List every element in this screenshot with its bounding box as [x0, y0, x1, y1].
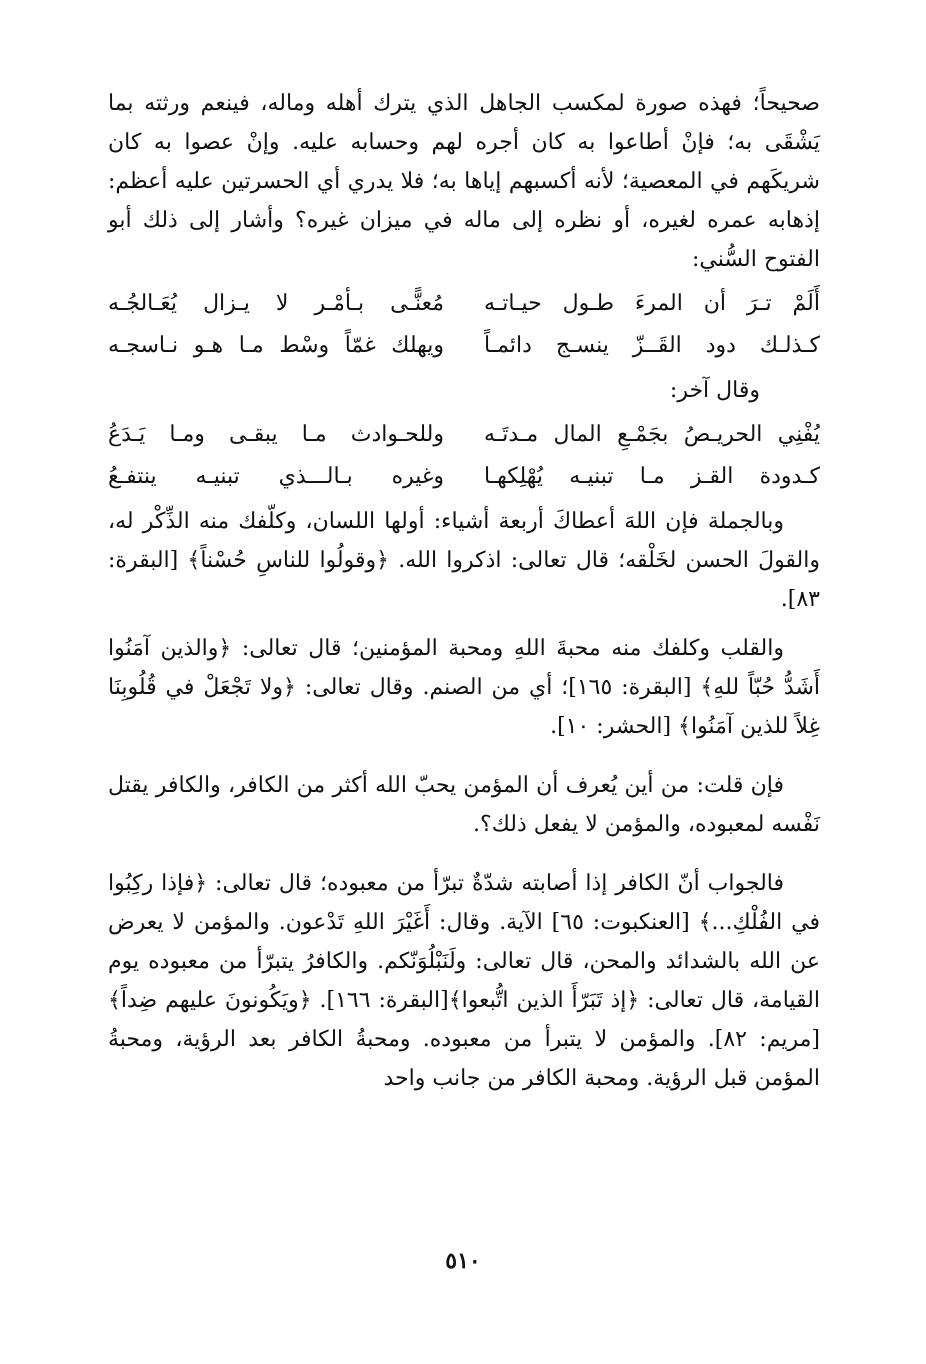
paragraph-3: وبالجملة فإن اللهَ أعطاكَ أربعة أشياء: أولها اللسان، وكلّفك منه الذِّكْر له، والقولَ الحسن لخَلْقه؛ قال تعالى: اذكروا الله. ﴿وقولُوا للناسِ حُسْناً﴾ [البقرة: ٨٣].	[108, 509, 820, 612]
poem-2-intro: وقال آخر:	[669, 378, 760, 403]
verse-second-hemistich: مُعنًّـى بـأمْـر لا يـزال يُعَـالجُـه	[108, 291, 444, 316]
paragraph-6: فالجواب أنّ الكافر إذا أصابته شدّةٌ تبرّأ من معبوده؛ قال تعالى: ﴿فإذا ركِبُوا في الفُلْكِ...﴾ [العنكبوت: ٦٥] الآية. وقال: أَغَيْرَ اللهِ تَدْعون. والمؤمن لا يعرض عن الله بالشدائد والمحن، قال تعالى: ولَنَبْلُوَنّكم. والكافرُ يتبرّأ من معبوده يوم القيامة، قال تعالى: ﴿إذ تَبَرّأَ الذين اتُّبعوا﴾[البقرة: ١٦٦]. ﴿ويَكُونونَ عليهم ضِداً﴾[مريم: ٨٢]. والمؤمن لا يتبرأ من معبوده. ومحبةُ الكافر بعد الرؤية، ومحبةُ المؤمن قبل الرؤية. ومحبة الكافر من جانب واحد	[108, 871, 820, 1091]
poem-1	[108, 283, 820, 367]
verse-first-hemistich: يُفْنِي الحريـصُ بجَمْـعِ المال مـدتَـه	[484, 422, 820, 447]
page-number: ٥١٠	[445, 1248, 481, 1274]
paragraph-1: صحيحاً؛ فهذه صورة لمكسب الجاهل الذي يترك أهله وماله، فينعم ورثته بما يَشْقَى به؛ فإنْ أطاعوا به كان أجره لهم وحسابه عليه. وإنْ عصوا به كان شريكَهم في المعصية؛ لأنه أكسبهم إياها به؛ فلا يدري أي الحسرتين عليه أعظم: إذهابه عمره لغيره، أو نظره إلى ماله في ميزان غيره؟ وأشار إلى ذلك أبو الفتوح السُّني:	[108, 91, 820, 272]
poem-verse	[108, 414, 820, 456]
verse-first-hemistich: كـذلـك دود القَــزّ ينسـج دائمـاً	[484, 333, 820, 358]
verse-second-hemistich: ويهلك غمّاً وسْط مـا هـو نـاسجـه	[108, 333, 444, 358]
poem-2	[108, 414, 820, 498]
verse-first-hemistich: أَلَمْ تـرَ أن المرءَ طـول حيـاتـه	[484, 291, 820, 316]
paragraph-5: فإن قلت: من أين يُعرف أن المؤمن يحبّ الله أكثر من الكافر، والكافر يقتل نَفْسه لمعبوده، والمؤمن لا يفعل ذلك؟.	[108, 773, 820, 837]
verse-first-hemistich: كـدودة القـز مـا تبنيـه يُهْلِكهـا	[484, 464, 820, 489]
paragraph-4: والقلب وكلفك منه محبةَ اللهِ ومحبة المؤمنين؛ قال تعالى: ﴿والذين آمَنُوا أَشَدُّ حُبّاً للهِ﴾ [البقرة: ١٦٥]؛ أي من الصنم. وقال تعالى: ﴿ولا تَجْعَلْ في قُلُوبِنَا غِلاً للذين آمَنُوا﴾ [الحشر: ١٠].	[108, 636, 820, 739]
verse-second-hemistich: وللحـوادث مـا يبقـى ومـا يَـدَعُ	[108, 422, 444, 447]
page-body	[108, 84, 820, 1098]
poem-verse	[108, 456, 820, 498]
poem-verse	[108, 325, 820, 367]
poem-verse	[108, 283, 820, 325]
verse-second-hemistich: وغيره بـالـــذي تبنيـه ينتفـعُ	[108, 464, 444, 489]
